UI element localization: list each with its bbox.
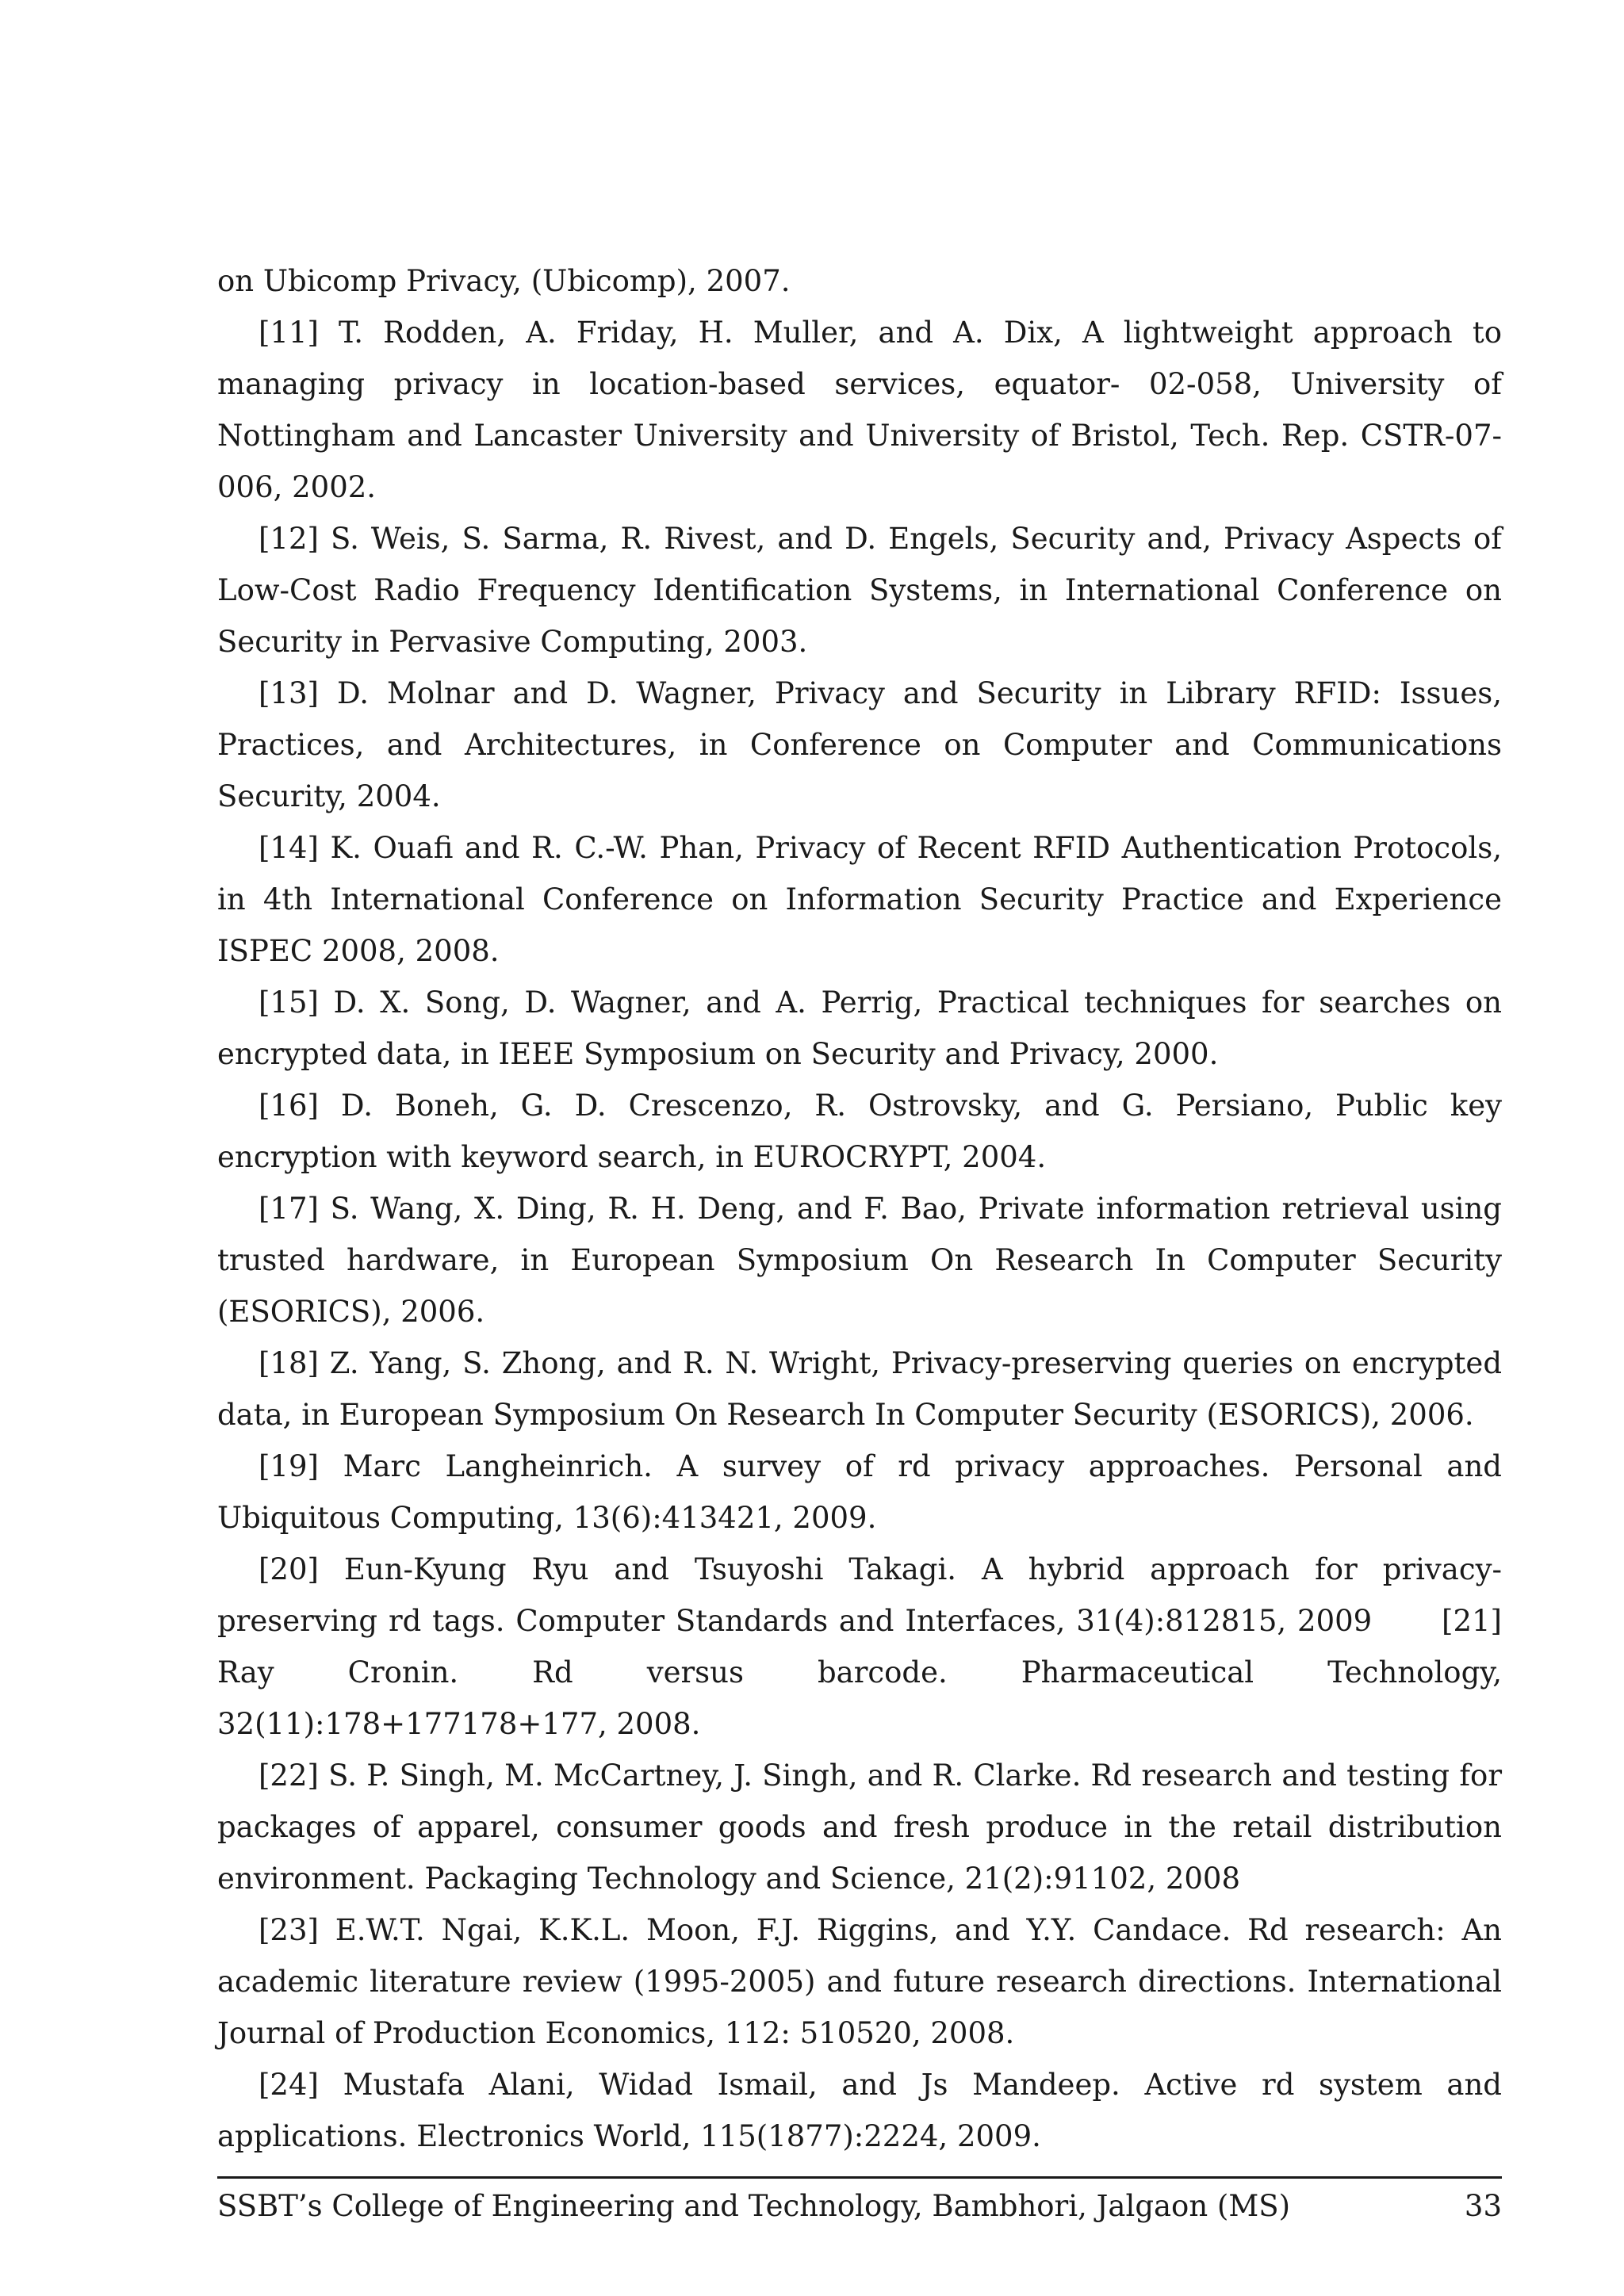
reference-list <box>217 255 1502 2162</box>
reference-entry-18: [18] Z. Yang, S. Zhong, and R. N. Wright, Privacy-preserving queries on encrypted data, in European Symposium On Research In Computer Security (ESORICS), 2006. <box>217 1346 1502 1432</box>
reference-entry-12: [12] S. Weis, S. Sarma, R. Rivest, and D. Engels, Security and, Privacy Aspects of Low-Cost Radio Frequency Identification Systems, in International Conference on Security in Pervasive Computing, 2003. <box>217 522 1502 659</box>
reference-entry-11: [11] T. Rodden, A. Friday, H. Muller, and A. Dix, A lightweight approach to managing privacy in location-based services, equator- 02-058, University of Nottingham and Lancaster University and University of Bristol, Tech. Rep. CSTR-07-006, 2002. <box>217 316 1502 504</box>
reference-entry-23: [23] E.W.T. Ngai, K.K.L. Moon, F.J. Riggins, and Y.Y. Candace. Rd research: An academic literature review (1995-2005) and future research directions. International Journal of Production Economics, 112: 510520, 2008. <box>217 1913 1502 2050</box>
reference-entry-15: [15] D. X. Song, D. Wagner, and A. Perrig, Practical techniques for searches on encrypted data, in IEEE Symposium on Security and Privacy, 2000. <box>217 985 1502 1071</box>
reference-entry-10-continuation: on Ubicomp Privacy, (Ubicomp), 2007. <box>217 264 791 298</box>
reference-entry-13: [13] D. Molnar and D. Wagner, Privacy and Security in Library RFID: Issues, Practices, and Architectures, in Conference on Computer and Communications Security, 2004. <box>217 676 1502 813</box>
reference-entry-17: [17] S. Wang, X. Ding, R. H. Deng, and F. Bao, Private information retrieval using trusted hardware, in European Symposium On Research In Computer Security (ESORICS), 2006. <box>217 1192 1502 1329</box>
reference-entry-20-21: [20] Eun-Kyung Ryu and Tsuyoshi Takagi. A hybrid approach for privacy-preserving rd tags. Computer Standards and Interfaces, 31(4):812815, 2009 [21] Ray Cronin. Rd versus barcode. Pharmaceutical Technology, 32(11):178+177178+177, 2008. <box>217 1552 1502 1741</box>
reference-entry-22: [22] S. P. Singh, M. McCartney, J. Singh, and R. Clarke. Rd research and testing for packages of apparel, consumer goods and fresh produce in the retail distribution environment. Packaging Technology and Science, 21(2):91102, 2008 <box>217 1758 1502 1896</box>
reference-entry-19: [19] Marc Langheinrich. A survey of rd privacy approaches. Personal and Ubiquitous Computing, 13(6):413421, 2009. <box>217 1449 1502 1535</box>
footer-institution: SSBT’s College of Engineering and Technology, Bambhori, Jalgaon (MS) <box>217 2189 1291 2223</box>
page-number: 33 <box>1464 2189 1502 2223</box>
reference-entry-14: [14] K. Ouafi and R. C.-W. Phan, Privacy of Recent RFID Authentication Protocols, in 4th International Conference on Information Security Practice and Experience ISPEC 2008, 2008. <box>217 831 1502 968</box>
page-footer <box>217 2186 1502 2227</box>
footer-divider <box>217 2176 1502 2179</box>
reference-entry-24: [24] Mustafa Alani, Widad Ismail, and Js Mandeep. Active rd system and applications. Electronics World, 115(1877):2224, 2009. <box>217 2068 1502 2153</box>
reference-entry-16: [16] D. Boneh, G. D. Crescenzo, R. Ostrovsky, and G. Persiano, Public key encryption with keyword search, in EUROCRYPT, 2004. <box>217 1089 1502 1174</box>
